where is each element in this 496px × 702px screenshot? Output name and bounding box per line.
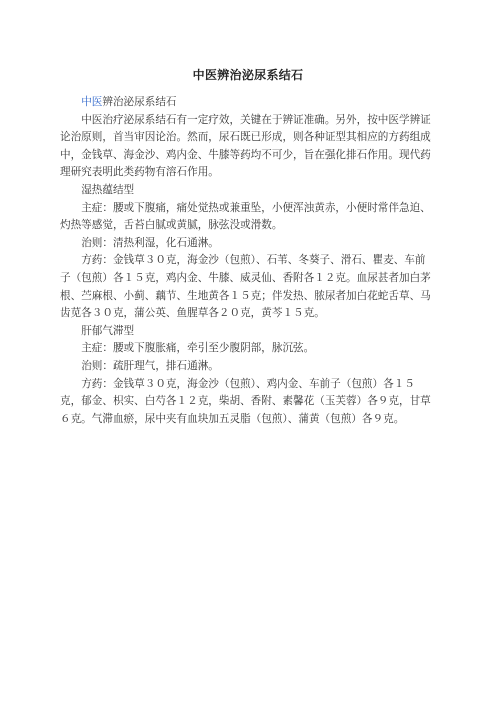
treatment-principle-paragraph: 治则：清热利湿，化石通淋。: [81, 236, 219, 249]
main-symptoms-paragraph: 主症：腰或下腹胀痛，牵引至少腹阴部，脉沉弦。: [81, 342, 315, 355]
subtitle-text: 辨治泌尿系结石: [102, 96, 177, 108]
subtitle-line: [60, 94, 436, 112]
treatment-principle-paragraph: 治则：疏肝理气，排石通淋。: [81, 359, 219, 372]
intro-paragraph: 中医治疗泌尿系结石有一定疗效，关键在于辨证准确。另外，按中医学辨证论治原则，首当审因论治。然而，尿石既已形成，则各种证型其相应的方药组成中，金钱草、海金沙、鸡内金、牛膝等药均不可少，旨在强化排石作用。现代药理研究表明此类药物有溶石作用。: [60, 113, 431, 179]
section-heading-liver-qi: 肝郁气滞型: [81, 324, 135, 337]
subtitle-link[interactable]: 中医: [81, 96, 103, 108]
prescription-paragraph: 方药：金钱草３０克，海金沙（包煎）、石苇、冬葵子、滑石、瞿麦、车前子（包煎）各１５克，鸡内金、牛膝、威灵仙、香附各１２克。血尿甚者加白茅根、苎麻根、小蓟、藕节、生地黄各１５克；伴发热、脓尿者加白花蛇舌草、马齿苋各３０克，蒲公英、鱼腥草各２０克，黄芩１５克。: [60, 254, 431, 320]
prescription-paragraph: 方药：金钱草３０克，海金沙（包煎）、鸡内金、车前子（包煎）各１５克，郁金、枳实、白芍各１２克，柴胡、香附、素馨花（玉芙蓉）各９克，甘草６克。气滞血瘀，尿中夹有血块加五灵脂（包煎）、蒲黄（包煎）各９克。: [60, 377, 431, 425]
document-body: [60, 94, 436, 428]
document-title: 中医辨治泌尿系结石: [192, 68, 304, 82]
section-heading-damp-heat: 湿热蕴结型: [81, 183, 135, 196]
main-symptoms-paragraph: 主症：腰或下腹痛，痛处觉热或兼重坠，小便浑浊黄赤，小便时常伴急迫、灼热等感觉，舌苔白腻或黄腻，脉弦没或滑数。: [60, 201, 431, 232]
